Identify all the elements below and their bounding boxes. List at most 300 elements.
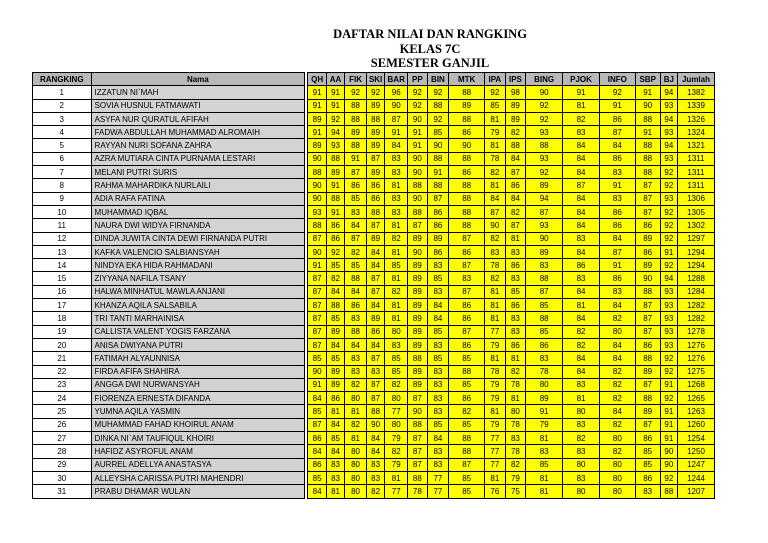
rank-cell: 14 [33, 259, 92, 272]
score-cell: 93 [660, 126, 677, 139]
score-cell: 90 [308, 365, 326, 378]
score-cell: 90 [366, 418, 384, 431]
student-name-cell: FATIMAH ALYAUNNISA [91, 352, 305, 365]
score-cell: 81 [485, 285, 506, 298]
score-cell: 91 [427, 166, 449, 179]
score-cell: 85 [385, 365, 408, 378]
score-cell: 88 [449, 179, 485, 192]
table-row [33, 285, 715, 298]
rank-cell: 27 [33, 432, 92, 445]
total-cell: 1282 [678, 299, 715, 312]
rank-cell: 15 [33, 272, 92, 285]
student-name-cell: RAYYAN NURI SOFANA ZAHRA [91, 139, 305, 152]
score-cell: 91 [385, 126, 408, 139]
score-cell: 88 [449, 432, 485, 445]
score-cell: 92 [526, 166, 563, 179]
score-cell: 86 [599, 205, 635, 218]
score-cell: 91 [526, 405, 563, 418]
total-cell: 1265 [678, 392, 715, 405]
score-cell: 85 [635, 445, 660, 458]
score-cell: 83 [385, 152, 408, 165]
score-cell: 88 [408, 471, 428, 484]
score-cell: 77 [485, 432, 506, 445]
score-cell: 87 [345, 166, 367, 179]
score-cell: 87 [408, 458, 428, 471]
score-cell: 84 [427, 432, 449, 445]
score-cell: 86 [449, 166, 485, 179]
score-cell: 80 [505, 405, 526, 418]
score-cell: 88 [505, 139, 526, 152]
score-cell: 85 [526, 325, 563, 338]
class-title: KELAS 7C [399, 41, 461, 56]
score-cell: 88 [427, 179, 449, 192]
score-cell: 93 [660, 299, 677, 312]
total-cell: 1382 [678, 86, 715, 99]
rank-cell: 28 [33, 445, 92, 458]
score-cell: 98 [505, 86, 526, 99]
score-cell: 80 [599, 485, 635, 498]
table-row [33, 299, 715, 312]
score-cell: 92 [345, 86, 367, 99]
score-cell: 82 [326, 272, 344, 285]
subject-header: Jumlah [678, 73, 715, 86]
score-cell: 82 [485, 232, 506, 245]
score-cell: 83 [366, 471, 384, 484]
score-cell: 80 [563, 458, 600, 471]
total-cell: 1311 [678, 152, 715, 165]
score-cell: 84 [563, 285, 600, 298]
score-cell: 87 [366, 392, 384, 405]
score-cell: 87 [635, 418, 660, 431]
score-cell: 83 [526, 352, 563, 365]
score-cell: 83 [427, 405, 449, 418]
score-cell: 80 [599, 458, 635, 471]
score-cell: 90 [635, 99, 660, 112]
table-row [33, 338, 715, 351]
score-cell: 83 [563, 471, 600, 484]
score-cell: 84 [427, 299, 449, 312]
rank-cell: 12 [33, 232, 92, 245]
rank-cell: 25 [33, 405, 92, 418]
score-cell: 83 [505, 432, 526, 445]
table-row [33, 99, 715, 112]
score-cell: 89 [366, 99, 384, 112]
score-cell: 81 [385, 312, 408, 325]
score-cell: 80 [563, 405, 600, 418]
score-cell: 91 [660, 245, 677, 258]
score-cell: 86 [308, 458, 326, 471]
score-cell: 87 [449, 232, 485, 245]
score-cell: 83 [345, 365, 367, 378]
score-cell: 85 [526, 458, 563, 471]
score-cell: 81 [485, 179, 506, 192]
score-cell: 80 [563, 485, 600, 498]
score-cell: 92 [408, 99, 428, 112]
score-cell: 83 [449, 272, 485, 285]
total-cell: 1311 [678, 179, 715, 192]
score-cell: 81 [385, 179, 408, 192]
score-cell: 81 [485, 352, 506, 365]
score-cell: 77 [385, 485, 408, 498]
total-cell: 1288 [678, 272, 715, 285]
score-cell: 82 [599, 378, 635, 391]
subject-header: SBP [635, 73, 660, 86]
score-cell: 81 [526, 471, 563, 484]
score-cell: 92 [485, 86, 506, 99]
table-row [33, 378, 715, 391]
student-name-cell: MUHAMMAD FAHAD KHOIRUL ANAM [91, 418, 305, 431]
rank-cell: 11 [33, 219, 92, 232]
score-cell: 89 [345, 126, 367, 139]
table-row [33, 245, 715, 258]
rank-cell: 10 [33, 205, 92, 218]
total-cell: 1305 [678, 205, 715, 218]
score-cell: 89 [308, 139, 326, 152]
rank-cell: 1 [33, 86, 92, 99]
score-cell: 88 [635, 285, 660, 298]
score-cell: 89 [326, 365, 344, 378]
student-name-cell: FIORENZA ERNESTA DIFANDA [91, 392, 305, 405]
total-cell: 1254 [678, 432, 715, 445]
score-cell: 86 [326, 232, 344, 245]
score-cell: 79 [485, 418, 506, 431]
score-cell: 81 [485, 405, 506, 418]
score-cell: 88 [345, 272, 367, 285]
score-cell: 88 [449, 152, 485, 165]
score-cell: 84 [563, 245, 600, 258]
score-cell: 92 [366, 86, 384, 99]
score-cell: 81 [505, 392, 526, 405]
score-cell: 88 [449, 219, 485, 232]
table-row [33, 259, 715, 272]
score-cell: 85 [449, 352, 485, 365]
score-cell: 86 [563, 259, 600, 272]
score-cell: 89 [408, 365, 428, 378]
score-cell: 87 [599, 126, 635, 139]
score-cell: 91 [308, 259, 326, 272]
rank-cell: 18 [33, 312, 92, 325]
score-cell: 87 [308, 338, 326, 351]
score-cell: 89 [326, 166, 344, 179]
score-cell: 93 [660, 99, 677, 112]
score-cell: 88 [449, 445, 485, 458]
score-cell: 89 [408, 338, 428, 351]
score-cell: 85 [385, 352, 408, 365]
score-cell: 88 [345, 139, 367, 152]
score-cell: 93 [526, 126, 563, 139]
score-cell: 84 [366, 445, 384, 458]
score-cell: 88 [408, 205, 428, 218]
score-cell: 79 [485, 378, 506, 391]
score-cell: 92 [599, 86, 635, 99]
score-cell: 88 [660, 485, 677, 498]
score-cell: 87 [449, 458, 485, 471]
score-cell: 92 [660, 166, 677, 179]
score-cell: 92 [660, 205, 677, 218]
total-cell: 1268 [678, 378, 715, 391]
score-cell: 84 [345, 338, 367, 351]
score-cell: 83 [385, 192, 408, 205]
student-name-cell: HAFIDZ ASYROFUL ANAM [91, 445, 305, 458]
score-cell: 91 [635, 126, 660, 139]
score-cell: 91 [635, 86, 660, 99]
score-cell: 83 [563, 378, 600, 391]
subject-header: SKI [366, 73, 384, 86]
score-cell: 88 [449, 365, 485, 378]
score-cell: 75 [505, 485, 526, 498]
score-cell: 88 [635, 112, 660, 125]
score-cell: 88 [449, 86, 485, 99]
score-cell: 83 [385, 166, 408, 179]
score-cell: 85 [485, 99, 506, 112]
score-cell: 91 [599, 259, 635, 272]
score-cell: 85 [308, 471, 326, 484]
score-cell: 88 [326, 192, 344, 205]
score-cell: 80 [599, 471, 635, 484]
score-cell: 79 [505, 471, 526, 484]
score-cell: 84 [326, 418, 344, 431]
score-cell: 85 [326, 312, 344, 325]
rank-cell: 5 [33, 139, 92, 152]
score-cell: 84 [563, 139, 600, 152]
name-header: Nama [91, 73, 305, 86]
score-cell: 81 [563, 392, 600, 405]
total-cell: 1260 [678, 418, 715, 431]
score-cell: 85 [345, 192, 367, 205]
score-cell: 88 [345, 112, 367, 125]
score-cell: 81 [326, 485, 344, 498]
score-cell: 89 [366, 139, 384, 152]
score-cell: 88 [308, 166, 326, 179]
score-cell: 82 [385, 232, 408, 245]
table-row [33, 392, 715, 405]
score-cell: 88 [526, 139, 563, 152]
score-cell: 82 [599, 445, 635, 458]
score-cell: 87 [408, 219, 428, 232]
score-cell: 82 [563, 338, 600, 351]
subject-header: PP [408, 73, 428, 86]
score-cell: 88 [366, 205, 384, 218]
score-cell: 83 [563, 445, 600, 458]
score-cell: 88 [345, 325, 367, 338]
score-cell: 84 [308, 485, 326, 498]
total-cell: 1306 [678, 192, 715, 205]
score-cell: 86 [505, 259, 526, 272]
table-row [33, 485, 715, 498]
total-cell: 1244 [678, 471, 715, 484]
score-cell: 83 [366, 458, 384, 471]
score-cell: 78 [505, 378, 526, 391]
score-cell: 80 [345, 392, 367, 405]
score-cell: 83 [427, 458, 449, 471]
score-cell: 90 [526, 232, 563, 245]
student-name-cell: ANGGA DWI NURWANSYAH [91, 378, 305, 391]
score-cell: 79 [385, 432, 408, 445]
score-cell: 89 [526, 392, 563, 405]
score-cell: 87 [366, 378, 384, 391]
score-cell: 88 [366, 405, 384, 418]
score-cell: 90 [308, 245, 326, 258]
table-row [33, 458, 715, 471]
subject-header: MTK [449, 73, 485, 86]
score-cell: 90 [308, 179, 326, 192]
score-cell: 91 [408, 126, 428, 139]
subject-header: QH [308, 73, 326, 86]
score-cell: 86 [505, 179, 526, 192]
score-cell: 86 [366, 325, 384, 338]
score-cell: 83 [526, 259, 563, 272]
score-cell: 86 [326, 219, 344, 232]
score-cell: 85 [326, 352, 344, 365]
score-cell: 90 [408, 112, 428, 125]
score-cell: 89 [308, 112, 326, 125]
score-cell: 83 [326, 471, 344, 484]
score-cell: 81 [485, 312, 506, 325]
score-cell: 91 [308, 378, 326, 391]
rank-cell: 21 [33, 352, 92, 365]
score-cell: 82 [449, 405, 485, 418]
score-cell: 92 [660, 219, 677, 232]
student-name-cell: DINDA JUWITA CINTA DEWI FIRNANDA PUTRI [91, 232, 305, 245]
student-name-cell: IZZATUN NI`MAH [91, 86, 305, 99]
total-cell: 1247 [678, 458, 715, 471]
score-cell: 87 [485, 205, 506, 218]
score-cell: 93 [660, 325, 677, 338]
score-cell: 77 [485, 458, 506, 471]
table-row [33, 325, 715, 338]
score-cell: 86 [449, 245, 485, 258]
student-name-cell: MUHAMMAD IQBAL [91, 205, 305, 218]
score-cell: 88 [427, 99, 449, 112]
score-cell: 89 [326, 378, 344, 391]
total-cell: 1339 [678, 99, 715, 112]
table-row [33, 192, 715, 205]
total-cell: 1263 [678, 405, 715, 418]
score-cell: 86 [599, 219, 635, 232]
score-cell: 81 [505, 232, 526, 245]
total-cell: 1294 [678, 259, 715, 272]
score-cell: 91 [660, 378, 677, 391]
score-cell: 81 [485, 471, 506, 484]
score-cell: 93 [660, 192, 677, 205]
score-cell: 84 [563, 152, 600, 165]
report-title: DAFTAR NILAI DAN RANGKING [333, 27, 527, 41]
score-cell: 79 [385, 458, 408, 471]
score-cell: 78 [485, 259, 506, 272]
score-cell: 84 [385, 139, 408, 152]
score-cell: 78 [485, 152, 506, 165]
score-cell: 82 [366, 485, 384, 498]
score-cell: 88 [635, 166, 660, 179]
score-cell: 84 [505, 152, 526, 165]
rank-cell: 7 [33, 166, 92, 179]
subject-header: PJOK [563, 73, 600, 86]
subject-header: AA [326, 73, 344, 86]
score-cell: 94 [660, 112, 677, 125]
score-cell: 83 [427, 285, 449, 298]
score-cell: 83 [599, 166, 635, 179]
total-cell: 1297 [678, 232, 715, 245]
rank-cell: 26 [33, 418, 92, 431]
table-row [33, 471, 715, 484]
score-cell: 80 [345, 445, 367, 458]
score-cell: 91 [308, 126, 326, 139]
score-cell: 86 [635, 432, 660, 445]
student-name-cell: AURREL ADELLYA ANASTASYA [91, 458, 305, 471]
score-cell: 79 [526, 418, 563, 431]
score-cell: 77 [485, 325, 506, 338]
score-cell: 91 [660, 405, 677, 418]
score-cell: 84 [366, 338, 384, 351]
score-cell: 82 [505, 458, 526, 471]
score-cell: 86 [599, 272, 635, 285]
score-cell: 86 [635, 471, 660, 484]
score-cell: 87 [449, 325, 485, 338]
score-cell: 89 [635, 405, 660, 418]
score-cell: 91 [326, 205, 344, 218]
score-cell: 84 [599, 299, 635, 312]
student-name-cell: ALLEYSHA CARISSA PUTRI MAHENDRI [91, 471, 305, 484]
score-cell: 86 [599, 152, 635, 165]
score-cell: 87 [308, 325, 326, 338]
score-cell: 81 [385, 299, 408, 312]
rank-cell: 30 [33, 471, 92, 484]
score-cell: 88 [408, 179, 428, 192]
score-cell: 88 [326, 152, 344, 165]
score-cell: 78 [526, 365, 563, 378]
score-cell: 94 [660, 272, 677, 285]
score-cell: 91 [599, 179, 635, 192]
rank-header: RANGKING [33, 73, 92, 86]
score-cell: 86 [599, 112, 635, 125]
score-cell: 85 [449, 471, 485, 484]
score-cell: 93 [326, 139, 344, 152]
score-cell: 87 [427, 192, 449, 205]
score-cell: 85 [427, 126, 449, 139]
grades-table [32, 72, 715, 499]
score-cell: 83 [563, 126, 600, 139]
score-cell: 91 [326, 86, 344, 99]
total-cell: 1276 [678, 352, 715, 365]
score-cell: 81 [563, 99, 600, 112]
table-row [33, 166, 715, 179]
rank-cell: 16 [33, 285, 92, 298]
score-cell: 85 [505, 285, 526, 298]
score-cell: 87 [366, 219, 384, 232]
score-cell: 82 [505, 205, 526, 218]
total-cell: 1276 [678, 338, 715, 351]
score-cell: 82 [599, 365, 635, 378]
score-cell: 84 [563, 365, 600, 378]
score-cell: 87 [635, 179, 660, 192]
table-row [33, 365, 715, 378]
score-cell: 80 [599, 325, 635, 338]
score-cell: 90 [526, 86, 563, 99]
score-cell: 88 [449, 112, 485, 125]
student-name-cell: ZIYYANA NAFILA TSANY [91, 272, 305, 285]
score-cell: 90 [660, 445, 677, 458]
score-cell: 92 [427, 112, 449, 125]
score-cell: 90 [485, 219, 506, 232]
score-cell: 90 [449, 139, 485, 152]
score-cell: 89 [408, 272, 428, 285]
student-name-cell: NAURA DWI WIDYA FIRNANDA [91, 219, 305, 232]
student-name-cell: MELANI PUTRI SURIS [91, 166, 305, 179]
score-cell: 91 [326, 179, 344, 192]
score-cell: 86 [449, 126, 485, 139]
report-title-block [330, 27, 530, 71]
score-cell: 90 [408, 405, 428, 418]
